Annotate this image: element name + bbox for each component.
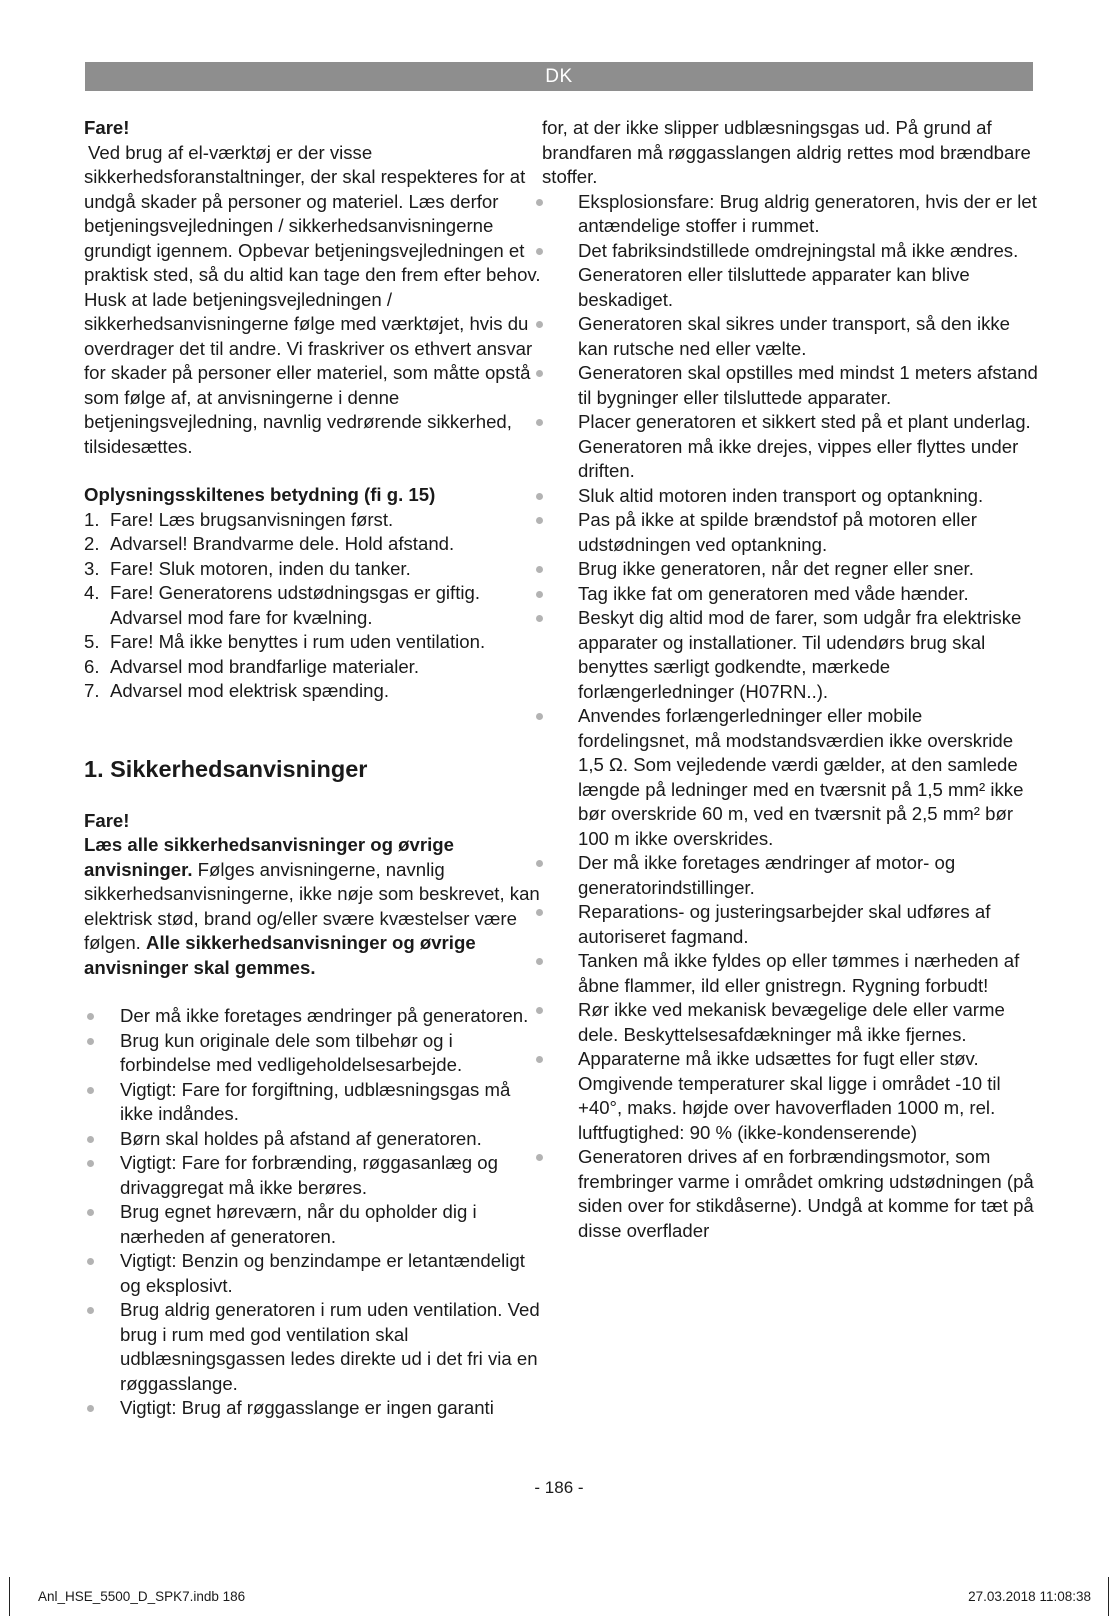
- list-item: Børn skal holdes på afstand af generatoren.: [84, 1127, 544, 1152]
- signs-heading: Oplysningsskiltenes betydning (fi g. 15): [84, 484, 436, 505]
- list-item: Vigtigt: Fare for forbrænding, røggasanlæg og drivaggregat må ikke berøres.: [84, 1151, 544, 1200]
- list-item: Der må ikke foretages ændringer på generatoren.: [84, 1004, 544, 1029]
- sign-item: 3. Fare! Sluk motoren, inden du tanker.: [84, 557, 411, 579]
- list-item: Tanken må ikke fyldes op eller tømmes i nærheden af åbne flammer, ild eller gnistregn. Rygning forbudt!: [542, 949, 1038, 998]
- signs-list: [84, 508, 544, 704]
- list-item: Brug egnet høreværn, når du opholder dig i nærheden af generatoren.: [84, 1200, 544, 1249]
- list-item: Det fabriksindstillede omdrejningstal må ikke ændres. Generatoren eller tilsluttede apparater kan blive beskadiget.: [542, 239, 1038, 313]
- safety-bullets-left: [84, 1004, 544, 1421]
- danger-paragraph: Læs alle sikkerhedsanvisninger og øvrige anvisninger. Følges anvisningerne, navnlig sikkerhedsanvisningerne, ikke nøje som beskrevet, kan elektrisk stød, brand og/eller svære kvæstelser være følgen. Alle sikkerhedsanvisninger og øvrige anvisninger skal gemmes.: [84, 834, 540, 978]
- list-item: Rør ikke ved mekanisk bevægelige dele eller varme dele. Beskyttelsesafdækninger må ikke fjernes.: [542, 998, 1038, 1047]
- list-item: Brug aldrig generatoren i rum uden ventilation. Ved brug i rum med god ventilation skal udblæsningsgassen ledes direkte ud i det fri via en røggasslange.: [84, 1298, 544, 1396]
- intro-paragraph: Ved brug af el-værktøj er der visse sikkerhedsforanstaltninger, der skal respekteres for at undgå skader på personer og materiel. Læs derfor betjeningsvejledningen / sikkerhedsanvisningerne grundigt igennem. Opbevar betjeningsvejledningen et praktisk sted, så du altid kan tage den frem efter behov. Husk at lade betjeningsvejledningen / sikkerhedsanvisningerne følge med værktøjet, hvis du overdrager det til andre. Vi fraskriver os ethvert ansvar for skader på personer eller materiel, som måtte opstå som følge af, at anvisningerne i denne betjeningsvejledning, navnlig vedrørende sikkerhed, tilsidesættes.: [84, 141, 541, 457]
- language-header: DK: [85, 62, 1033, 91]
- page-number: - 186 -: [534, 1478, 584, 1497]
- sign-item: 7. Advarsel mod elektrisk spænding.: [84, 680, 390, 701]
- sign-item: 5. Fare! Må ikke benyttes i rum uden ventilation.: [84, 631, 486, 652]
- crop-mark: [1108, 1577, 1109, 1616]
- list-item: Beskyt dig altid mod de farer, som udgår fra elektriske apparater og installationer. Til udendørs brug skal benyttes særligt godkendte, mærkede forlængerledninger (H07RN..).: [542, 606, 1038, 704]
- sign-item: 1. Fare! Læs brugsanvisningen først.: [84, 508, 394, 530]
- list-item: Brug ikke generatoren, når det regner eller sner.: [542, 557, 1038, 582]
- section-title: 1. Sikkerhedsanvisninger: [84, 755, 368, 782]
- list-item: Reparations- og justeringsarbejder skal udføres af autoriseret fagmand.: [542, 900, 1038, 949]
- footer-filename: Anl_HSE_5500_D_SPK7.indb 186: [38, 1589, 246, 1604]
- list-item: Placer generatoren et sikkert sted på et plant underlag. Generatoren må ikke drejes, vippes eller flyttes under driften.: [542, 410, 1038, 484]
- sign-item: 2. Advarsel! Brandvarme dele. Hold afstand.: [84, 533, 455, 554]
- list-item: Der må ikke foretages ændringer af motor- og generatorindstillinger.: [542, 851, 1038, 900]
- list-item: Vigtigt: Fare for forgiftning, udblæsningsgas må ikke indåndes.: [84, 1078, 544, 1127]
- sign-item: 6. Advarsel mod brandfarlige materialer.: [84, 655, 420, 677]
- safety-bullets-right: [542, 190, 1038, 1244]
- footer-timestamp: 27.03.2018 11:08:38: [968, 1589, 1091, 1604]
- list-item: Generatoren drives af en forbrændingsmotor, som frembringer varme i området omkring udstødningen (på siden over for stikdåserne). Undgå at komme for tæt på disse overflader: [542, 1145, 1038, 1243]
- list-item: Brug kun originale dele som tilbehør og i forbindelse med vedligeholdelsesarbejde.: [84, 1029, 544, 1078]
- sign-item: 4. Fare! Generatorens udstødningsgas er giftig. Advarsel mod fare for kvælning.: [84, 582, 481, 628]
- list-item: Generatoren skal opstilles med mindst 1 meters afstand til bygninger eller tilsluttede apparater.: [542, 361, 1038, 410]
- list-item: Eksplosionsfare: Brug aldrig generatoren, hvis der er let antændelige stoffer i rummet.: [542, 190, 1038, 239]
- left-column: [84, 116, 544, 1421]
- list-item: Vigtigt: Benzin og benzindampe er letantændeligt og eksplosivt.: [84, 1249, 544, 1298]
- danger-heading: Fare!: [84, 809, 130, 831]
- list-item: Generatoren skal sikres under transport, så den ikke kan rutsche ned eller vælte.: [542, 312, 1038, 361]
- intro-heading: Fare!: [84, 117, 130, 138]
- list-item: Anvendes forlængerledninger eller mobile fordelingsnet, må modstandsværdien ikke overskride 1,5 Ω. Som vejledende værdi gælder, at den samlede længde på ledninger med en tværsnit på 1,5 mm² ikke bør overskride 60 m, ved en tværsnit på 2,5 mm² bør 100 m ikke overskrides.: [542, 704, 1038, 851]
- list-item: Tag ikke fat om generatoren med våde hænder.: [542, 582, 1038, 607]
- list-item: Pas på ikke at spilde brændstof på motoren eller udstødningen ved optankning.: [542, 508, 1038, 557]
- list-item: Vigtigt: Brug af røggasslange er ingen garanti: [84, 1396, 544, 1421]
- crop-mark: [9, 1577, 10, 1616]
- list-item: Sluk altid motoren inden transport og optankning.: [542, 484, 1038, 509]
- list-item: Apparaterne må ikke udsættes for fugt eller støv. Omgivende temperaturer skal ligge i området -10 til +40°, maks. højde over havoverfladen 1000 m, rel. luftfugtighed: 90 % (ikke-kondenserende): [542, 1047, 1038, 1145]
- continuation-paragraph: for, at der ikke slipper udblæsningsgas ud. På grund af brandfaren må røggasslangen aldrig rettes mod brændbare stoffer.: [542, 117, 1031, 187]
- right-column: [542, 116, 1038, 1243]
